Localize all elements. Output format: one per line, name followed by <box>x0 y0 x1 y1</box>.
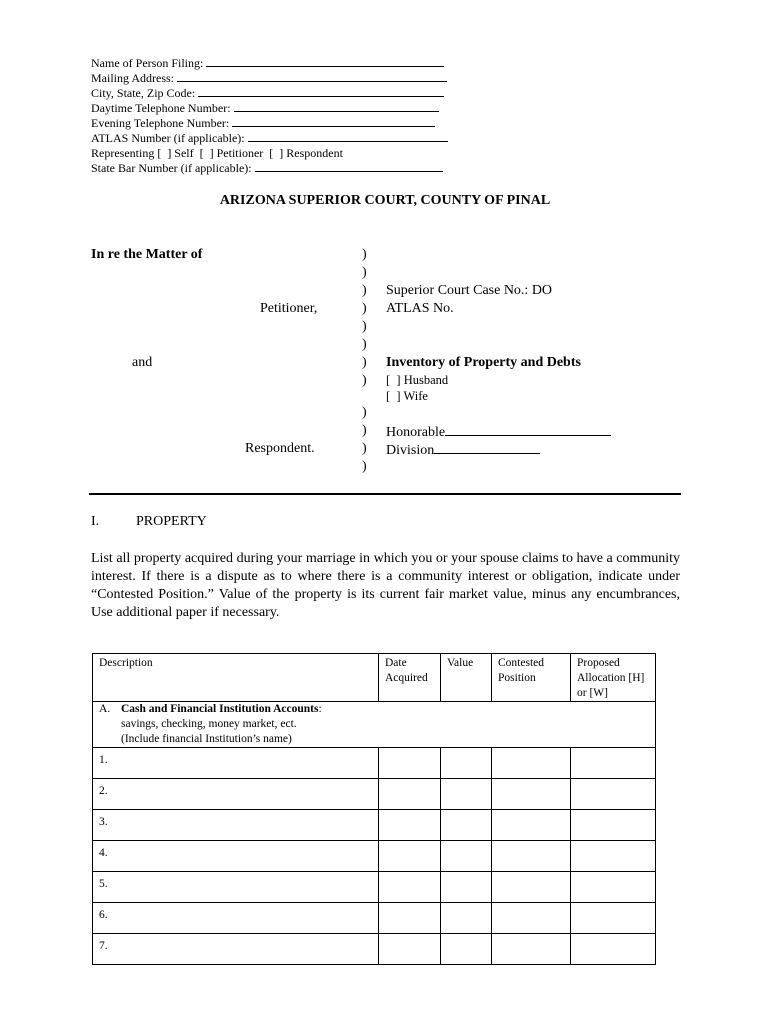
section-a-line1: savings, checking, money market, ect. <box>121 718 297 730</box>
table-row <box>93 779 656 810</box>
field-label: Name of Person Filing: <box>91 56 204 70</box>
row-date-cell[interactable] <box>379 810 441 841</box>
row-allocation-cell[interactable] <box>571 903 656 934</box>
input-line[interactable] <box>232 116 435 127</box>
input-line[interactable] <box>198 86 444 97</box>
state-bar-number-field <box>91 161 448 176</box>
evening-phone-field <box>91 116 448 131</box>
atlas-no-field[interactable] <box>386 301 454 317</box>
city-state-zip-field <box>91 86 448 101</box>
case-number-label: Superior Court Case No.: DO <box>386 283 553 298</box>
field-label: Evening Telephone Number: <box>91 116 230 130</box>
field-label: City, State, Zip Code: <box>91 86 196 100</box>
table-header-row <box>93 654 656 702</box>
header-date-acquired: Date Acquired <box>379 654 441 702</box>
input-line[interactable] <box>248 131 448 142</box>
filer-name-field <box>91 56 448 71</box>
row-contested-cell[interactable] <box>492 748 571 779</box>
honorable-field[interactable] <box>386 423 611 441</box>
caption-paren: ) <box>362 283 367 298</box>
table-row <box>93 903 656 934</box>
daytime-phone-field <box>91 101 448 116</box>
petitioner-label: Petitioner, <box>260 301 318 316</box>
row-allocation-cell[interactable] <box>571 841 656 872</box>
row-description[interactable]: 4. <box>93 841 379 872</box>
row-value-cell[interactable] <box>441 903 492 934</box>
row-contested-cell[interactable] <box>492 810 571 841</box>
atlas-number-field <box>91 131 448 146</box>
in-re-label: In re the Matter of <box>91 247 203 262</box>
caption-paren: ) <box>362 459 367 474</box>
row-contested-cell[interactable] <box>492 779 571 810</box>
field-label: State Bar Number (if applicable): <box>91 161 252 175</box>
section-a-row <box>93 702 656 748</box>
row-description[interactable]: 6. <box>93 903 379 934</box>
row-description[interactable]: 5. <box>93 872 379 903</box>
input-line[interactable] <box>445 423 611 436</box>
case-number-field[interactable] <box>386 283 552 299</box>
and-label: and <box>132 355 153 370</box>
table-row <box>93 810 656 841</box>
table-row <box>93 934 656 965</box>
section-a-letter: A. <box>99 703 111 715</box>
row-date-cell[interactable] <box>379 903 441 934</box>
row-value-cell[interactable] <box>441 810 492 841</box>
document-title: Inventory of Property and Debts <box>386 355 581 370</box>
horizontal-divider <box>89 493 681 495</box>
field-label: ATLAS Number (if applicable): <box>91 131 245 145</box>
row-allocation-cell[interactable] <box>571 934 656 965</box>
row-date-cell[interactable] <box>379 841 441 872</box>
input-line[interactable] <box>177 71 447 82</box>
atlas-no-label: ATLAS No. <box>386 301 454 316</box>
filer-info-block <box>91 56 448 176</box>
honorable-label: Honorable <box>386 425 446 440</box>
caption-paren: ) <box>362 247 367 262</box>
table-row <box>93 872 656 903</box>
row-value-cell[interactable] <box>441 841 492 872</box>
row-date-cell[interactable] <box>379 872 441 903</box>
row-contested-cell[interactable] <box>492 903 571 934</box>
row-contested-cell[interactable] <box>492 934 571 965</box>
row-value-cell[interactable] <box>441 779 492 810</box>
row-date-cell[interactable] <box>379 748 441 779</box>
caption-paren: ) <box>362 423 367 438</box>
header-description: Description <box>93 654 379 702</box>
row-description[interactable]: 1. <box>93 748 379 779</box>
section-number: I. <box>91 514 100 529</box>
section-a-description <box>93 702 656 748</box>
caption-paren: ) <box>362 405 367 420</box>
section-a-line2: (Include financial Institution’s name) <box>121 733 292 745</box>
row-allocation-cell[interactable] <box>571 779 656 810</box>
division-label: Division <box>386 443 435 458</box>
representing-field[interactable] <box>91 146 448 161</box>
input-line[interactable] <box>255 161 443 172</box>
row-value-cell[interactable] <box>441 872 492 903</box>
input-line[interactable] <box>234 101 439 112</box>
caption-paren: ) <box>362 441 367 456</box>
row-contested-cell[interactable] <box>492 872 571 903</box>
caption-paren: ) <box>362 319 367 334</box>
wife-checkbox[interactable]: [ ] Wife <box>386 389 428 403</box>
division-field[interactable] <box>386 441 540 459</box>
row-description[interactable]: 3. <box>93 810 379 841</box>
section-title: PROPERTY <box>136 514 207 529</box>
row-allocation-cell[interactable] <box>571 810 656 841</box>
row-description[interactable]: 7. <box>93 934 379 965</box>
caption-paren: ) <box>362 337 367 352</box>
respondent-label: Respondent. <box>245 441 315 456</box>
instructions-paragraph: List all property acquired during your marriage in which you or your spouse claims to have a community interest. If there is a dispute as to where there is a community interest or obligation, indicate under “Contested Position.” Value of the property is its current fair market value, minus any encumbrances, Use additional paper if necessary. <box>91 551 680 620</box>
caption-paren: ) <box>362 265 367 280</box>
row-value-cell[interactable] <box>441 748 492 779</box>
section-a-colon: : <box>318 703 322 715</box>
mailing-address-field <box>91 71 448 86</box>
property-inventory-table <box>92 653 656 965</box>
header-value: Value <box>441 654 492 702</box>
input-line[interactable] <box>206 56 444 67</box>
court-title: ARIZONA SUPERIOR COURT, COUNTY OF PINAL <box>219 193 551 208</box>
caption-paren: ) <box>362 355 367 370</box>
row-value-cell[interactable] <box>441 934 492 965</box>
husband-checkbox[interactable]: [ ] Husband <box>386 373 449 387</box>
header-contested-position: Contested Position <box>492 654 571 702</box>
table-row <box>93 841 656 872</box>
row-contested-cell[interactable] <box>492 841 571 872</box>
caption-paren: ) <box>362 373 367 388</box>
field-label: Representing [ ] Self [ ] Petitioner [ ] Respondent <box>91 146 343 160</box>
row-date-cell[interactable] <box>379 934 441 965</box>
section-a-title: Cash and Financial Institution Accounts <box>121 703 319 715</box>
header-proposed-allocation: Proposed Allocation [H] or [W] <box>571 654 656 702</box>
row-allocation-cell[interactable] <box>571 748 656 779</box>
row-description[interactable]: 2. <box>93 779 379 810</box>
row-allocation-cell[interactable] <box>571 872 656 903</box>
field-label: Mailing Address: <box>91 71 174 85</box>
caption-paren: ) <box>362 301 367 316</box>
field-label: Daytime Telephone Number: <box>91 101 231 115</box>
table-row <box>93 748 656 779</box>
row-date-cell[interactable] <box>379 779 441 810</box>
input-line[interactable] <box>434 441 540 454</box>
